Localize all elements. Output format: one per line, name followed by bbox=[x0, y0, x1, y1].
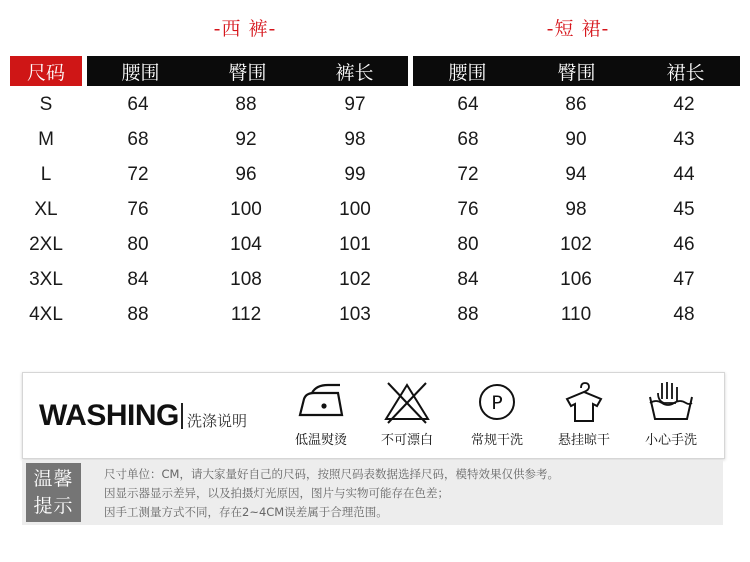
tip-line: 尺寸单位：CM，请大家量好自己的尺码，按照尺码表数据选择尺码，模特效果仅供参考。 bbox=[104, 467, 559, 481]
cell-skirt-hip: 98 bbox=[565, 199, 587, 220]
cell-skirt-waist: 88 bbox=[457, 304, 479, 325]
tips-text bbox=[104, 465, 559, 522]
skirt-col-hip: 臀围 bbox=[557, 61, 596, 84]
hang-dry-icon bbox=[557, 379, 611, 425]
care-item-no-bleach bbox=[367, 379, 447, 448]
cell-skirt-length: 43 bbox=[673, 129, 695, 150]
cell-skirt-length: 48 bbox=[673, 304, 695, 325]
cell-pants-hip: 108 bbox=[230, 269, 262, 290]
cell-skirt-length: 47 bbox=[673, 269, 695, 290]
care-item-hang-dry bbox=[544, 379, 624, 448]
pants-section-title: -西 裤- bbox=[213, 18, 277, 40]
care-label-dry-clean: 常规干洗 bbox=[470, 433, 523, 448]
washing-divider bbox=[181, 403, 183, 429]
cell-pants-length: 97 bbox=[344, 94, 366, 115]
skirt-section-title: -短 裙- bbox=[546, 18, 610, 40]
pants-col-length: 裤长 bbox=[335, 61, 374, 84]
no-bleach-icon bbox=[380, 379, 434, 425]
cell-pants-waist: 72 bbox=[127, 164, 149, 185]
cell-pants-hip: 112 bbox=[230, 304, 262, 325]
tip-line: 因显示器显示差异，以及拍摄灯光原因，图片与实物可能存在色差； bbox=[104, 486, 449, 500]
cell-pants-length: 101 bbox=[339, 234, 371, 255]
care-item-iron bbox=[281, 379, 361, 448]
dry-clean-p-icon bbox=[470, 379, 524, 425]
cell-skirt-waist: 80 bbox=[457, 234, 479, 255]
tips-panel bbox=[22, 460, 723, 525]
size-header: 尺码 bbox=[10, 56, 82, 86]
cell-skirt-hip: 86 bbox=[565, 94, 587, 115]
cell-skirt-hip: 106 bbox=[560, 269, 592, 290]
cell-skirt-length: 42 bbox=[673, 94, 695, 115]
care-label-no-bleach: 不可漂白 bbox=[380, 433, 433, 448]
svg-text:P: P bbox=[491, 392, 503, 414]
pants-col-waist: 腰围 bbox=[121, 61, 160, 84]
tips-badge-line2: 提示 bbox=[33, 494, 74, 517]
cell-pants-waist: 84 bbox=[127, 269, 149, 290]
hand-wash-icon bbox=[644, 379, 698, 425]
pants-col-hip: 臀围 bbox=[228, 61, 267, 84]
skirt-header-bar bbox=[413, 56, 740, 86]
care-item-dry-clean bbox=[457, 379, 537, 448]
cell-pants-waist: 64 bbox=[127, 94, 149, 115]
cell-size: 3XL bbox=[29, 269, 63, 290]
skirt-col-waist: 腰围 bbox=[448, 61, 487, 84]
cell-skirt-waist: 84 bbox=[457, 269, 479, 290]
washing-panel bbox=[22, 372, 725, 459]
cell-pants-waist: 76 bbox=[127, 199, 149, 220]
cell-skirt-hip: 110 bbox=[560, 304, 592, 325]
cell-skirt-length: 45 bbox=[673, 199, 695, 220]
tip-line: 因手工测量方式不同，存在2~4CM误差属于合理范围。 bbox=[104, 505, 388, 519]
washing-subtitle: 洗涤说明 bbox=[187, 412, 248, 430]
cell-skirt-waist: 68 bbox=[457, 129, 479, 150]
cell-pants-length: 100 bbox=[339, 199, 371, 220]
tips-badge bbox=[26, 463, 81, 522]
cell-size: S bbox=[39, 94, 53, 115]
cell-pants-length: 102 bbox=[339, 269, 371, 290]
care-item-hand-wash bbox=[631, 379, 711, 448]
cell-size: 2XL bbox=[29, 234, 63, 255]
cell-size: 4XL bbox=[29, 304, 63, 325]
cell-skirt-waist: 76 bbox=[457, 199, 479, 220]
cell-size: M bbox=[38, 129, 54, 150]
cell-pants-length: 103 bbox=[339, 304, 371, 325]
cell-pants-waist: 88 bbox=[127, 304, 149, 325]
cell-skirt-length: 46 bbox=[673, 234, 695, 255]
cell-pants-hip: 100 bbox=[230, 199, 262, 220]
cell-size: L bbox=[40, 164, 52, 185]
cell-pants-hip: 96 bbox=[235, 164, 257, 185]
cell-skirt-length: 44 bbox=[673, 164, 695, 185]
cell-skirt-hip: 102 bbox=[560, 234, 592, 255]
skirt-col-length: 裙长 bbox=[666, 61, 705, 84]
cell-skirt-hip: 94 bbox=[565, 164, 587, 185]
pants-header-bar bbox=[87, 56, 408, 86]
cell-pants-hip: 104 bbox=[230, 234, 262, 255]
cell-pants-waist: 68 bbox=[127, 129, 149, 150]
care-label-hang-dry: 悬挂晾干 bbox=[557, 433, 610, 448]
cell-pants-length: 98 bbox=[344, 129, 366, 150]
tips-badge-line1: 温馨 bbox=[33, 467, 74, 490]
cell-pants-length: 99 bbox=[344, 164, 366, 185]
cell-pants-waist: 80 bbox=[127, 234, 149, 255]
care-label-hand-wash: 小心手洗 bbox=[644, 433, 697, 448]
cell-skirt-waist: 64 bbox=[457, 94, 479, 115]
cell-skirt-waist: 72 bbox=[457, 164, 479, 185]
cell-pants-hip: 88 bbox=[235, 94, 257, 115]
cell-size: XL bbox=[34, 199, 58, 220]
care-label-iron: 低温熨烫 bbox=[294, 433, 347, 448]
cell-pants-hip: 92 bbox=[235, 129, 257, 150]
washing-title: WASHING bbox=[39, 399, 179, 432]
iron-low-icon bbox=[294, 379, 348, 425]
cell-skirt-hip: 90 bbox=[565, 129, 587, 150]
